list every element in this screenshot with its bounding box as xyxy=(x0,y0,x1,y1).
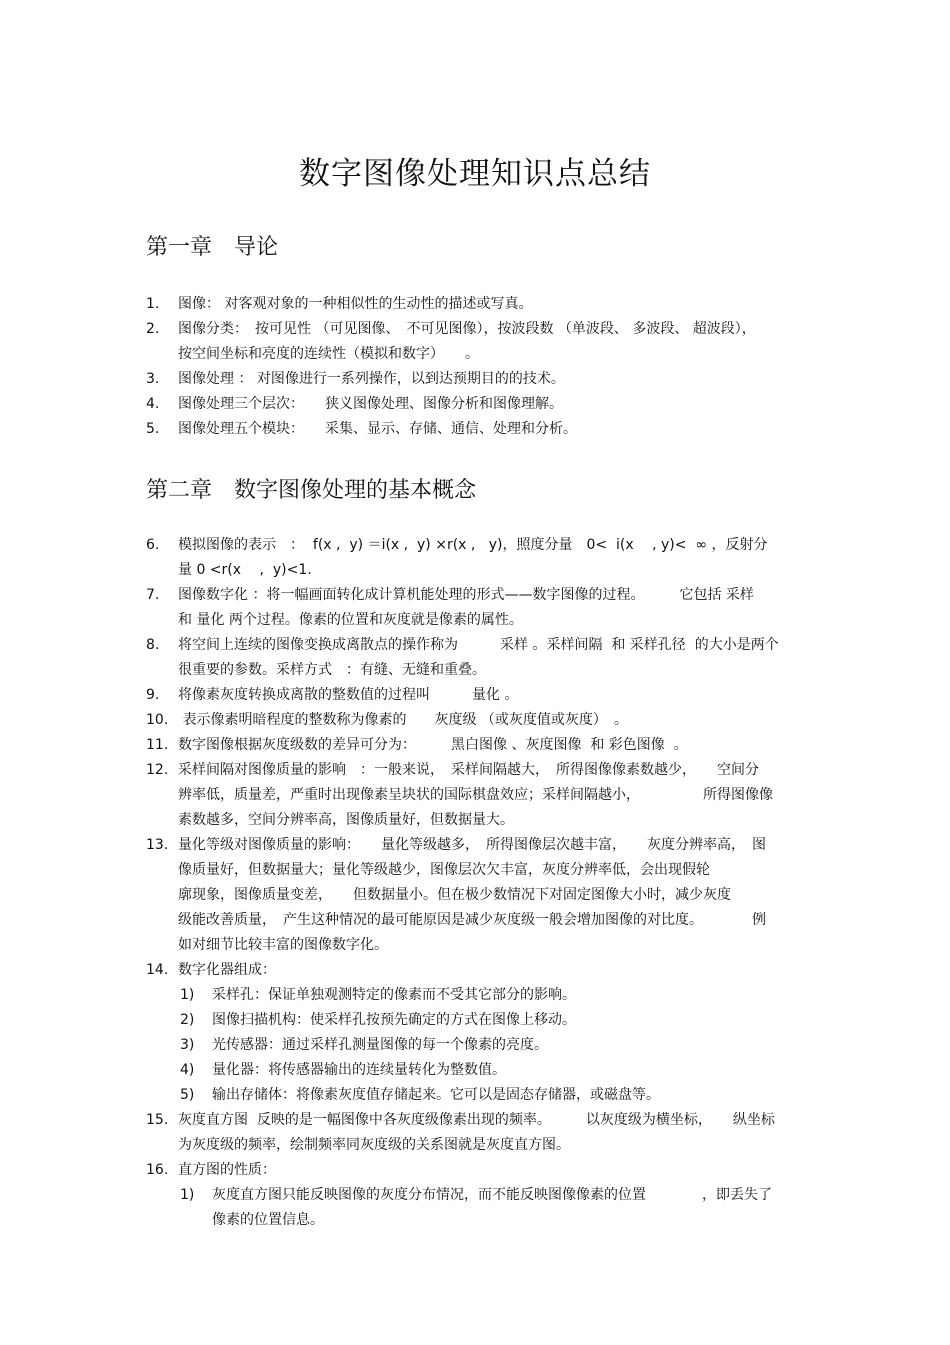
item-number: 8. xyxy=(146,637,160,653)
item-text: 很重要的参数。采样方式 ：有缝、无缝和重叠。 xyxy=(178,662,486,678)
item-text: 将空间上连续的图像变换成离散点的操作称为 采样 。采样间隔 和 采样孔径 的大小是两个 xyxy=(178,637,779,653)
item-number: 9. xyxy=(146,687,160,703)
item-text: 图像处理 ： 对图像进行一系列操作，以到达预期目的的技术。 xyxy=(178,371,565,387)
item-text: 直方图的性质： xyxy=(178,1162,276,1178)
sub-item-text: 图像扫描机构：使采样孔按预先确定的方式在图像上移动。 xyxy=(212,1012,576,1028)
item-text: 图像数字化 ：将一幅画面转化成计算机能处理的形式——数字图像的过程。 它包括 采样 xyxy=(178,587,754,603)
item-text: 数字化器组成： xyxy=(178,962,276,978)
item-text: 廓现象，图像质量变差， 但数据量小。但在极少数情况下对固定图像大小时，减少灰度 xyxy=(178,887,731,903)
item-text: 量化等级对图像质量的影响： 量化等级越多， 所得图像层次越丰富， 灰度分辨率高， 图 xyxy=(178,837,766,853)
item-text: 如对细节比较丰富的图像数字化。 xyxy=(178,937,388,953)
chapter-heading-1: 第一章 导论 xyxy=(146,235,279,260)
sub-item-text: 光传感器：通过采样孔测量图像的每一个像素的亮度。 xyxy=(212,1037,548,1053)
item-text: 数字图像根据灰度级数的差异可分为： 黑白图像 、灰度图像 和 彩色图像 。 xyxy=(178,737,688,753)
item-number: 14. xyxy=(146,962,169,978)
item-number: 3. xyxy=(146,371,160,387)
item-number: 10. xyxy=(146,712,169,728)
item-text: 辨率低，质量差，严重时出现像素呈块状的国际棋盘效应；采样间隔越小， 所得图像像 xyxy=(178,787,773,803)
item-text: 采样间隔对图像质量的影响 ：一般来说， 采样间隔越大， 所得图像像素数越少， 空间分 xyxy=(178,762,759,778)
item-number: 16. xyxy=(146,1162,169,1178)
sub-item-text: 像素的位置信息。 xyxy=(212,1212,324,1228)
item-number: 2. xyxy=(146,321,160,337)
item-text: 量 0 <r(x , y)<1. xyxy=(178,562,312,578)
item-number: 7. xyxy=(146,587,160,603)
item-text: 按空间坐标和亮度的连续性（模拟和数字） 。 xyxy=(178,346,479,362)
sub-item-number: 1) xyxy=(180,987,195,1003)
item-text: 为灰度级的频率，绘制频率同灰度级的关系图就是灰度直方图。 xyxy=(178,1137,570,1153)
item-text: 图像： 对客观对象的一种相似性的生动性的描述或写真。 xyxy=(178,296,533,312)
item-number: 1. xyxy=(146,296,160,312)
item-number: 5. xyxy=(146,421,160,437)
item-text: 和 量化 两个过程。像素的位置和灰度就是像素的属性。 xyxy=(178,612,523,628)
item-number: 11. xyxy=(146,737,169,753)
sub-item-number: 4) xyxy=(180,1062,195,1078)
item-number: 6. xyxy=(146,537,160,553)
sub-item-number: 2) xyxy=(180,1012,195,1028)
item-text: 素数越多，空间分辨率高，图像质量好，但数据量大。 xyxy=(178,812,514,828)
item-text: 图像分类： 按可见性 （可见图像、 不可见图像），按波段数 （单波段、 多波段、 超波段）， xyxy=(178,321,756,337)
sub-item-text: 采样孔：保证单独观测特定的像素而不受其它部分的影响。 xyxy=(212,987,576,1003)
item-text: 图像处理五个模块： 采集、显示、存储、通信、处理和分析。 xyxy=(178,421,577,437)
item-number: 12. xyxy=(146,762,169,778)
sub-item-text: 量化器：将传感器输出的连续量转化为整数值。 xyxy=(212,1062,506,1078)
item-text: 级能改善质量， 产生这种情况的最可能原因是减少灰度级一般会增加图像的对比度。 例 xyxy=(178,912,766,928)
item-number: 13. xyxy=(146,837,169,853)
item-text: 图像处理三个层次： 狭义图像处理、图像分析和图像理解。 xyxy=(178,396,563,412)
item-number: 4. xyxy=(146,396,160,412)
sub-item-text: 灰度直方图只能反映图像的灰度分布情况，而不能反映图像像素的位置 ，即丢失了 xyxy=(212,1187,772,1203)
sub-item-number: 3) xyxy=(180,1037,195,1053)
item-text: 灰度直方图 反映的是一幅图像中各灰度级像素出现的频率。 以灰度级为横坐标， 纵坐标 xyxy=(178,1112,775,1128)
sub-item-text: 输出存储体：将像素灰度值存储起来。它可以是固态存储器，或磁盘等。 xyxy=(212,1087,660,1103)
chapter-heading-2: 第二章 数字图像处理的基本概念 xyxy=(146,478,477,503)
item-text: 将像素灰度转换成离散的整数值的过程叫 量化 。 xyxy=(178,687,519,703)
sub-item-number: 1) xyxy=(180,1187,195,1203)
document-title: 数字图像处理知识点总结 xyxy=(299,156,651,192)
sub-item-number: 5) xyxy=(180,1087,195,1103)
item-number: 15. xyxy=(146,1112,169,1128)
item-text: 模拟图像的表示 ： f(x , y) ＝i(x , y) ×r(x , y)，照度分量 0< i(x , y)< ∞ ，反射分 xyxy=(178,537,768,553)
item-text: 表示像素明暗程度的整数称为像素的 灰度级 （或灰度值或灰度） 。 xyxy=(178,712,628,728)
item-text: 像质量好，但数据量大；量化等级越少，图像层次欠丰富，灰度分辨率低，会出现假轮 xyxy=(178,862,710,878)
